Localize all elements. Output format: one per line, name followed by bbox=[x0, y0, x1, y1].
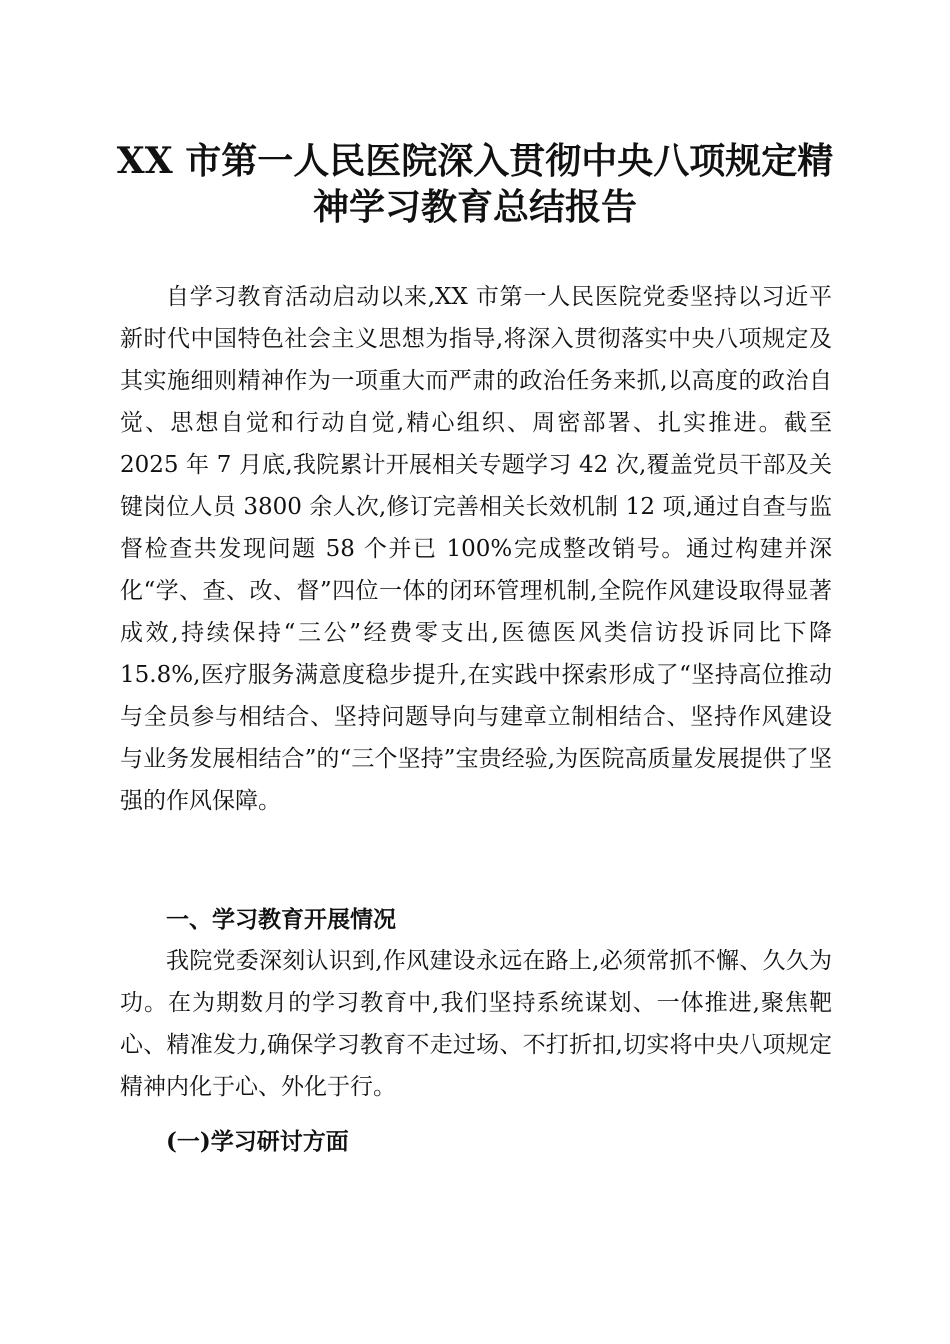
section-1-paragraph: 我院党委深刻认识到,作风建设永远在路上,必须常抓不懈、久久为功。在为期数月的学习教育中,我们坚持系统谋划、一体推进,聚焦靶心、精准发力,确保学习教育不走过场、不打折扣,切实将中央八项规定精神内化于心、外化于行。 bbox=[120, 948, 832, 1100]
title-line-2: 神学习教育总结报告 bbox=[312, 186, 637, 228]
intro-paragraph: 自学习教育活动启动以来,XX 市第一人民医院党委坚持以习近平新时代中国特色社会主义思想为指导,将深入贯彻落实中央八项规定及其实施细则精神作为一项重大而严肃的政治任务来抓,以高度的政治自觉、思想自觉和行动自觉,精心组织、周密部署、扎实推进。截至 2025 年 7 月底,我院累计开展相关专题学习 42 次,覆盖党员干部及关键岗位人员 3800 余人次,修订完善相关长效机制 12 项,通过自查与监督检查共发现问题 58 个并已 100%完成整改销号。通过构建并深化“学、查、改、督”四位一体的闭环管理机制,全院作风建设取得显著成效,持续保持“三公”经费零支出,医德医风类信访投诉同比下降 15.8%,医疗服务满意度稳步提升,在实践中探索形成了“坚持高位推动与全员参与相结合、坚持问题导向与建章立制相结合、坚持作风建设与业务发展相结合”的“三个坚持”宝贵经验,为医院高质量发展提供了坚强的作风保障。 bbox=[120, 284, 832, 814]
document-title bbox=[100, 138, 850, 230]
title-line-1: XX 市第一人民医院深入贯彻中央八项规定精 bbox=[116, 140, 834, 182]
section-heading-1: 一、学习教育开展情况 bbox=[166, 907, 396, 933]
subsection-heading-1: (一)学习研讨方面 bbox=[166, 1128, 349, 1155]
